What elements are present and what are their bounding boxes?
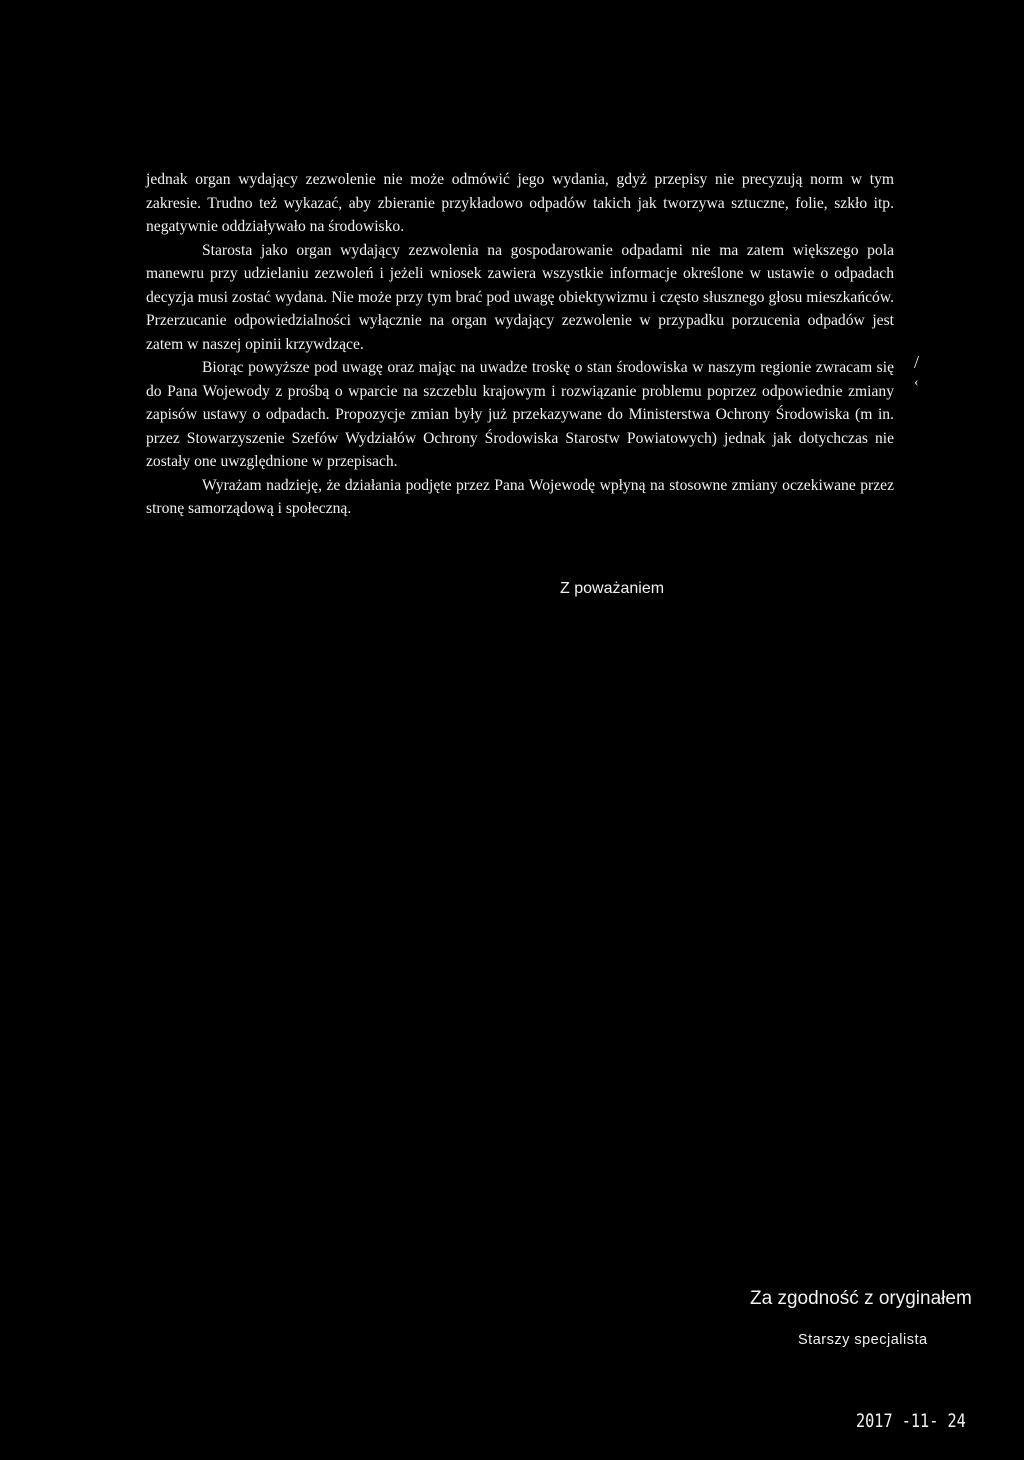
margin-mark-slash: /: [914, 352, 920, 372]
stamp-date: 2017 -11- 24: [856, 1410, 966, 1432]
stamp-official-title: Starszy specjalista: [798, 1332, 928, 1348]
paragraph-continuation: jednak organ wydający zezwolenie nie może odmówić jego wydania, gdyż przepisy nie precyzują norm w tym zakresie. Trudno też wykazać, aby zbieranie przykładowo odpadów takich jak tworzywa sztuczne, folie, szkło itp. negatywnie oddziaływało na środowisko.: [146, 171, 894, 235]
closing-salutation: Z poważaniem: [560, 580, 665, 597]
paragraph-request: Biorąc powyższe pod uwagę oraz mając na uwadze troskę o stan środowiska w naszym regionie zwracam się do Pana Wojewody z prośbą o wparcie na szczeblu krajowym i rozwiązanie problemu poprzez odpowiednie zmiany zapisów ustawy o odpadach. Propozycje zmian były już przekazywane do Ministerstwa Ochrony Środowiska (m in. przez Stowarzyszenie Szefów Wydziałów Ochrony Środowiska Starostw Powiatowych) jednak jak dotychczas nie zostały one uwzględnione w przepisach.: [146, 359, 894, 470]
paragraph-starosta: Starosta jako organ wydający zezwolenia na gospodarowanie odpadami nie ma zatem większego pola manewru przy udzielaniu zezwoleń i jeżeli wniosek zawiera wszystkie informacje określone w ustawie o odpadach decyzja musi zostać wydana. Nie może przy tym brać pod uwagę obiektywizmu i często słusznego głosu mieszkańców. Przerzucanie odpowiedzialności wyłącznie na organ wydający zezwolenie w przypadku porzucenia odpadów jest zatem w naszej opinii krzywdzące.: [146, 241, 894, 353]
letter-body: [146, 168, 894, 521]
margin-mark-angle: ‹: [914, 375, 919, 390]
paragraph-hope: Wyrażam nadzieję, że działania podjęte przez Pana Wojewodę wpłyną na stosowne zmiany oczekiwane przez stronę samorządową i społeczną.: [146, 476, 894, 517]
certification-stamp: Za zgodność z oryginałem: [750, 1288, 972, 1309]
